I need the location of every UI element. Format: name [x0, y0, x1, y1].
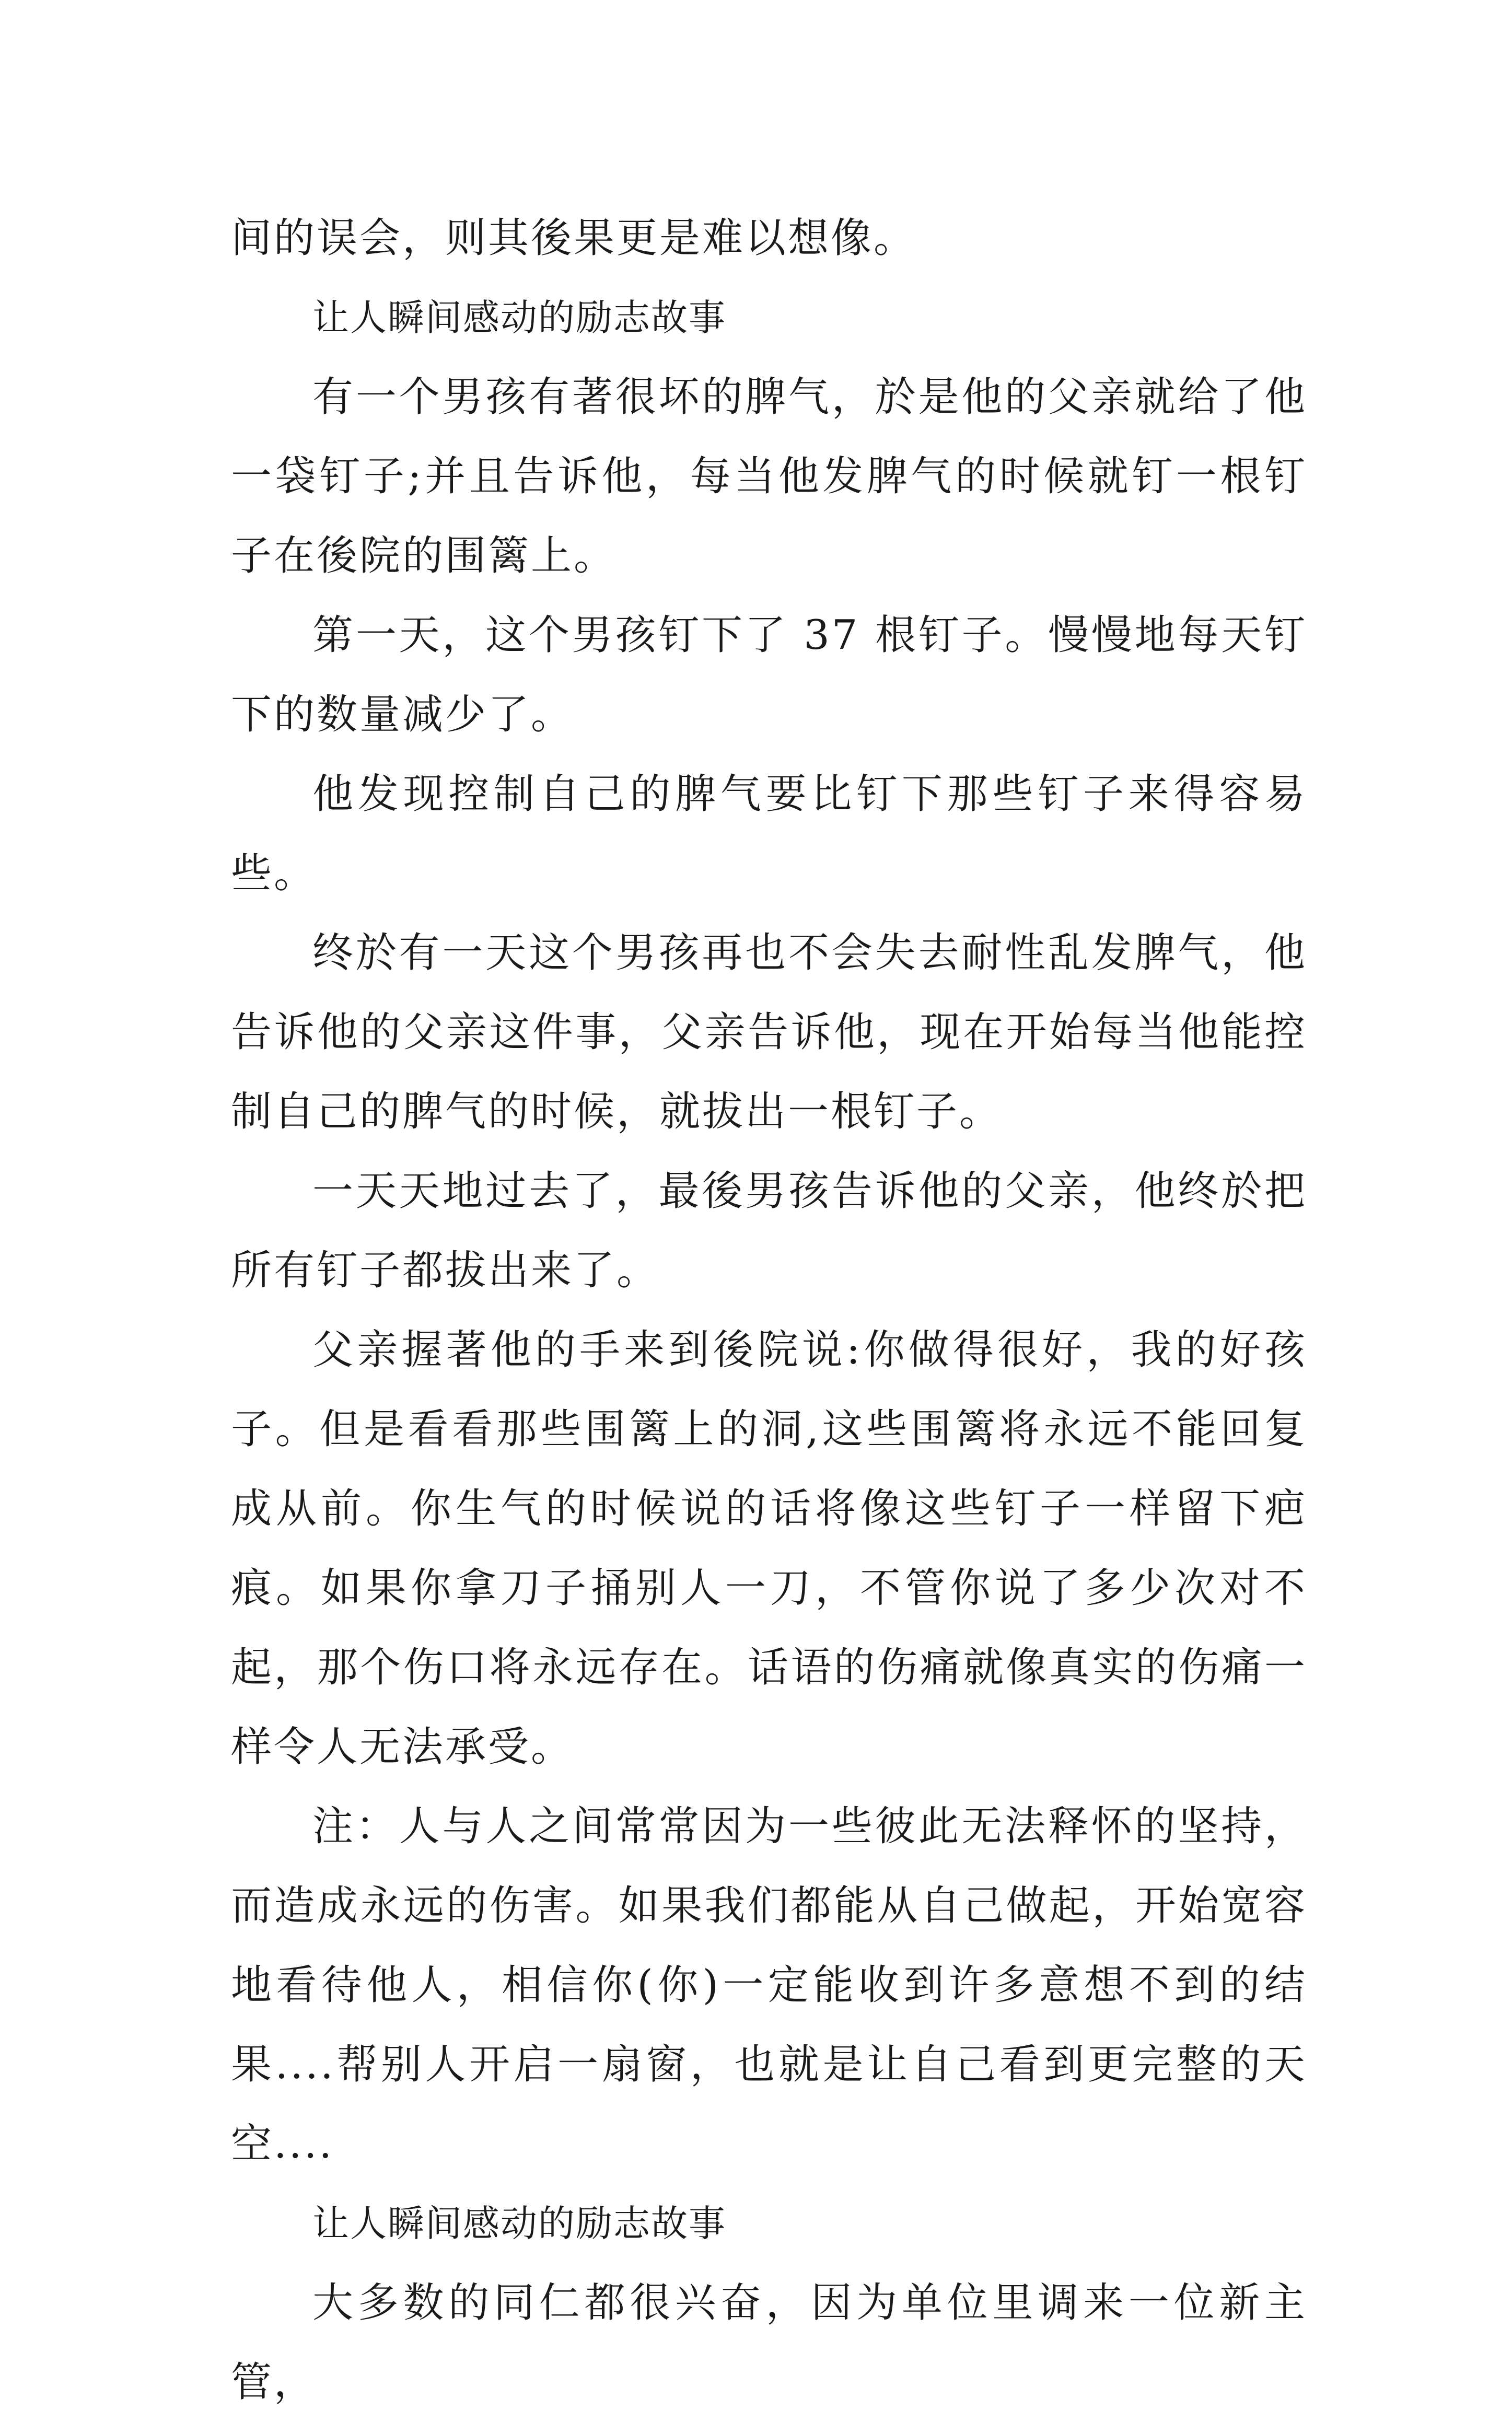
- paragraph: 他发现控制自己的脾气要比钉下那些钉子来得容易些。: [231, 771, 1307, 897]
- paragraph: 终於有一天这个男孩再也不会失去耐性乱发脾气，他告诉他的父亲这件事，父亲告诉他，现在开始每当他能控制自己的脾气的时候，就拔出一根钉子。: [231, 929, 1307, 1135]
- note-paragraph: 注：人与人之间常常因为一些彼此无法释怀的坚持，而造成永远的伤害。如果我们都能从自己做起，开始宽容地看待他人，相信你(你)一定能收到许多意想不到的结果....帮别人开启一扇窗，也就是让自己看到更完整的天空....: [231, 1803, 1307, 2168]
- paragraph-continuation: 间的误会，则其後果更是难以想像。: [231, 215, 917, 262]
- paragraph: 大多数的同仁都很兴奋，因为单位里调来一位新主管，: [231, 2279, 1307, 2406]
- paragraph: 一天天地过去了，最後男孩告诉他的父亲，他终於把所有钉子都拔出来了。: [231, 1168, 1307, 1294]
- paragraph: 有一个男孩有著很坏的脾气，於是他的父亲就给了他一袋钉子;并且告诉他，每当他发脾气的时候就钉一根钉子在後院的围篱上。: [231, 374, 1307, 579]
- story-title: 让人瞬间感动的励志故事: [312, 2202, 726, 2245]
- paragraph: 父亲握著他的手来到後院说:你做得很好，我的好孩子。但是看看那些围篱上的洞,这些围篱将永远不能回复成从前。你生气的时候说的话将像这些钉子一样留下疤痕。如果你拿刀子捅别人一刀，不管你说了多少次对不起，那个伤口将永远存在。话语的伤痛就像真实的伤痛一样令人无法承受。: [231, 1326, 1307, 1771]
- document-body: [231, 199, 1307, 2422]
- paragraph: 第一天，这个男孩钉下了 37 根钉子。慢慢地每天钉下的数量减少了。: [231, 612, 1307, 738]
- story-title: 让人瞬间感动的励志故事: [312, 296, 726, 339]
